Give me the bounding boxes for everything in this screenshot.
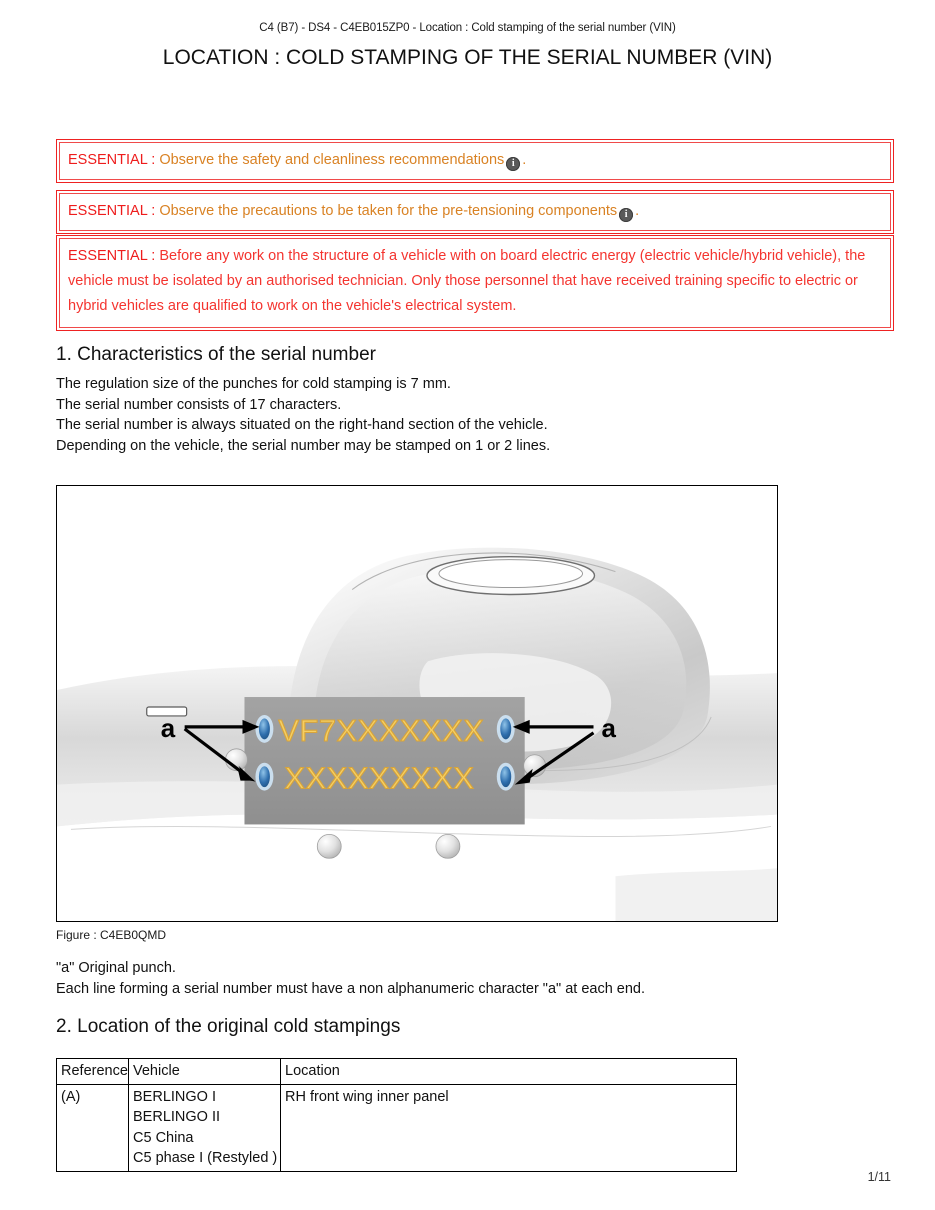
table-col-location: Location <box>281 1059 737 1085</box>
callout-keyword: ESSENTIAL : <box>68 248 160 264</box>
essential-callout-pretensioning <box>56 190 894 234</box>
vehicle-item: BERLINGO II <box>133 1109 221 1125</box>
background-shade <box>615 868 777 921</box>
figure-note: "a" Original punch. <box>56 960 176 976</box>
callout-inner <box>59 193 891 231</box>
figure-label-a-right: a <box>601 714 616 743</box>
turret-hole-inner <box>439 560 583 588</box>
callout-inner <box>59 142 891 180</box>
vin-text-line-1: VF7XXXXXXX <box>278 712 485 748</box>
callout-body: Observe the safety and cleanliness recommendations <box>159 152 505 168</box>
table-col-vehicle: Vehicle <box>129 1059 281 1085</box>
callout-trailing: . <box>522 152 527 168</box>
figure-illustration <box>57 486 777 921</box>
callout-body: Observe the precautions to be taken for the pre-tensioning components <box>159 203 618 219</box>
weld-spot <box>317 834 341 858</box>
callout-text-line-1 <box>68 244 882 269</box>
callout-text-line-2: vehicle must be isolated by an authorised technician. Only those personnel that have received training specific to electric or <box>68 273 858 289</box>
info-icon[interactable]: i <box>619 208 633 222</box>
cold-stamping-location-table <box>56 1058 737 1172</box>
section-1-body <box>56 374 856 456</box>
cell-reference: (A) <box>57 1084 129 1171</box>
section-1-line: The serial number consists of 17 characters. <box>56 396 342 413</box>
punch-mark-top-right <box>497 715 515 743</box>
document-breadcrumb: C4 (B7) - DS4 - C4EB015ZP0 - Location : Cold stamping of the serial number (VIN) <box>259 22 676 34</box>
essential-callout-electric <box>56 235 894 331</box>
callout-trailing: . <box>635 203 640 219</box>
vin-text-line-2: XXXXXXXXX <box>284 760 475 796</box>
callout-keyword: ESSENTIAL : <box>68 203 160 219</box>
cell-vehicle <box>129 1084 281 1171</box>
figure-caption: Figure : C4EB0QMD <box>56 928 167 942</box>
section-1-line: The serial number is always situated on the right-hand section of the vehicle. <box>56 417 548 433</box>
table-row <box>57 1084 737 1171</box>
page-number: 1/11 <box>867 1170 891 1184</box>
section-1-line: The regulation size of the punches for cold stamping is 7 mm. <box>56 376 451 392</box>
vehicle-item: BERLINGO I <box>133 1088 216 1105</box>
callout-inner <box>59 238 891 328</box>
section-1-heading: 1. Characteristics of the serial number <box>56 344 376 365</box>
callout-text <box>68 199 882 224</box>
section-1-line: Depending on the vehicle, the serial number may be stamped on 1 or 2 lines. <box>56 437 551 454</box>
figure-vin-location <box>56 485 778 922</box>
callout-keyword: ESSENTIAL : <box>68 152 160 168</box>
table-col-reference: Reference <box>57 1059 129 1085</box>
callout-body: Before any work on the structure of a vehicle with on board electric energy (electric vehicle/hybrid vehicle), the <box>159 248 866 264</box>
table-header-row <box>57 1059 737 1085</box>
punch-mark-bottom-left <box>255 763 273 791</box>
vehicle-item: C5 China <box>133 1129 194 1146</box>
figure-notes <box>56 958 856 999</box>
section-2-heading: 2. Location of the original cold stampings <box>56 1016 401 1037</box>
punch-mark-bottom-right <box>497 763 515 791</box>
info-icon[interactable]: i <box>506 157 520 171</box>
figure-label-a-left: a <box>160 714 176 743</box>
weld-spot <box>436 834 460 858</box>
page-title: LOCATION : COLD STAMPING OF THE SERIAL NUMBER (VIN) <box>162 46 773 69</box>
callout-text-line-3: hybrid vehicles are qualified to work on the vehicle's electrical system. <box>68 298 517 314</box>
cell-location: RH front wing inner panel <box>281 1084 737 1171</box>
callout-text <box>68 148 882 173</box>
punch-mark-top-left <box>255 715 273 743</box>
essential-callout-safety <box>56 139 894 183</box>
vehicle-item: C5 phase I (Restyled ) <box>133 1150 278 1166</box>
figure-note: Each line forming a serial number must have a non alphanumeric character "a" at each end. <box>56 980 646 997</box>
